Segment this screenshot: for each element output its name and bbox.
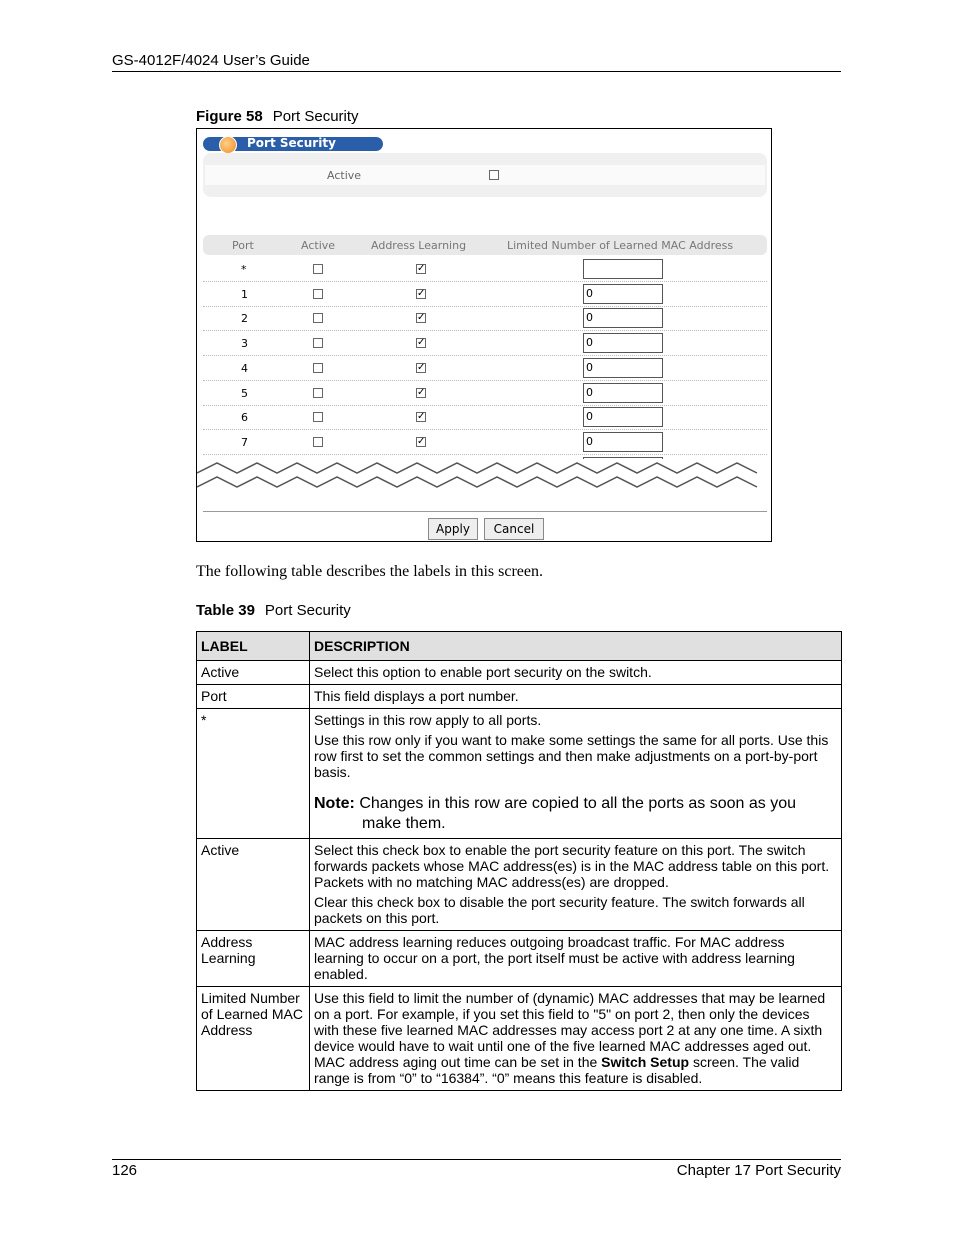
row-label: Active	[197, 661, 310, 685]
intro-text: The following table describes the labels in this screen.	[196, 563, 544, 580]
table-row	[197, 709, 842, 839]
table-title: Port Security	[264, 602, 351, 619]
chapter-title: Chapter 17 Port Security	[676, 1162, 841, 1179]
port-row	[203, 405, 767, 430]
row-label: Address Learning	[197, 931, 310, 987]
row-description	[310, 931, 842, 987]
footer-rule	[112, 1159, 841, 1160]
figure-title: Port Security	[272, 108, 359, 125]
port-number: *	[241, 263, 247, 276]
port-active-checkbox[interactable]	[313, 437, 323, 447]
row-description	[310, 661, 842, 685]
description-paragraph: Use this row only if you want to make some settings the same for all ports. Use this row first to set the common settings and then make adjustments on a port-by-port basis.	[314, 732, 829, 780]
port-learning-checkbox[interactable]: ✓	[417, 361, 426, 373]
port-learning-checkbox[interactable]: ✓	[417, 411, 426, 423]
port-mac-limit-field[interactable]: 0	[583, 432, 663, 452]
table-row	[197, 839, 842, 931]
port-number: 4	[241, 361, 248, 375]
port-learning-checkbox[interactable]: ✓	[417, 386, 426, 398]
description-paragraph: Select this option to enable port security on the switch.	[314, 664, 652, 680]
port-active-checkbox[interactable]	[313, 313, 323, 323]
row-label: Limited Number of Learned MAC Address	[197, 987, 310, 1091]
port-learning-checkbox[interactable]: ✓	[417, 312, 426, 324]
header-description: DESCRIPTION	[310, 632, 842, 661]
button-separator	[203, 511, 767, 512]
table-row	[197, 661, 842, 685]
description-paragraph: Select this check box to enable the port security feature on this port. The switch forwards packets whose MAC address(es) is in the MAC address table on this port. Packets with no matching MAC address(es) are dropped.	[314, 842, 830, 890]
row-label: *	[197, 709, 310, 839]
port-row	[203, 430, 767, 455]
note	[314, 794, 837, 834]
port-row	[203, 257, 767, 282]
table-row	[197, 685, 842, 709]
apply-button[interactable]: Apply	[428, 518, 478, 540]
port-learning-checkbox[interactable]: ✓	[417, 435, 426, 447]
port-mac-limit-field[interactable]	[583, 259, 663, 279]
global-active-checkbox[interactable]	[489, 170, 499, 180]
description-paragraph: Clear this check box to disable the port security feature. The switch forwards all packets on this port.	[314, 894, 805, 926]
port-mac-limit-field[interactable]: 0	[583, 333, 663, 353]
port-mac-limit-field[interactable]: 0	[583, 383, 663, 403]
port-mac-limit-field[interactable]: 0	[583, 358, 663, 378]
note-text: Changes in this row are copied to all the ports as soon as you make them.	[354, 795, 797, 832]
table-row	[197, 931, 842, 987]
page-number: 126	[112, 1162, 138, 1179]
global-active-label: Active	[327, 169, 362, 182]
port-number: 2	[241, 312, 248, 326]
port-active-checkbox[interactable]	[313, 412, 323, 422]
port-learning-checkbox[interactable]: ✓	[417, 263, 426, 274]
header-label: LABEL	[197, 632, 310, 661]
screen-title-bar	[203, 137, 383, 151]
port-security-screenshot	[196, 128, 772, 542]
table-row	[197, 987, 842, 1091]
header-rule	[112, 71, 841, 72]
row-description	[310, 709, 842, 839]
port-mac-limit-field[interactable]: 0	[583, 407, 663, 427]
port-number: 7	[241, 435, 248, 449]
screen-title: Port Security	[247, 136, 336, 150]
description-paragraph: MAC address learning reduces outgoing broadcast traffic. For MAC address learning to occur on a port, the port itself must be active with address learning enabled.	[314, 934, 795, 982]
port-row	[203, 306, 767, 331]
port-row	[203, 356, 767, 381]
port-active-checkbox[interactable]	[313, 338, 323, 348]
cancel-button[interactable]: Cancel	[484, 518, 544, 540]
port-row	[203, 331, 767, 356]
port-mac-limit-field[interactable]: 0	[583, 308, 663, 328]
row-description	[310, 987, 842, 1091]
port-number: 5	[241, 386, 248, 400]
title-bullet-icon	[219, 136, 237, 154]
col-active: Active	[301, 239, 336, 252]
port-active-checkbox[interactable]	[313, 388, 323, 398]
truncation-zigzag	[197, 459, 772, 509]
port-number: 6	[241, 411, 248, 425]
port-mac-limit-field[interactable]: 0	[583, 284, 663, 304]
description-paragraph	[314, 990, 837, 1086]
port-row	[203, 381, 767, 406]
label-description-table	[196, 631, 842, 1091]
global-active-panel	[203, 153, 767, 197]
running-header: GS-4012F/4024 User’s Guide	[112, 52, 310, 69]
col-port: Port	[232, 239, 254, 252]
port-learning-checkbox[interactable]: ✓	[417, 337, 426, 349]
switch-setup-reference: Switch Setup	[601, 1054, 690, 1070]
figure-caption	[196, 108, 359, 125]
row-description	[310, 685, 842, 709]
row-label: Port	[197, 685, 310, 709]
port-active-checkbox[interactable]	[313, 264, 323, 274]
row-description	[310, 839, 842, 931]
table-number: Table 39	[196, 602, 255, 619]
port-active-checkbox[interactable]	[313, 363, 323, 373]
note-label: Note:	[314, 795, 355, 812]
description-paragraph: This field displays a port number.	[314, 688, 519, 704]
table-header-row	[197, 632, 842, 661]
port-active-checkbox[interactable]	[313, 289, 323, 299]
description-text: screen. The valid range is from “0” to “16384”. “0” means this feature is disabled.	[314, 1054, 800, 1086]
figure-number: Figure 58	[196, 108, 263, 125]
row-label: Active	[197, 839, 310, 931]
port-number: 1	[241, 287, 248, 301]
port-learning-checkbox[interactable]: ✓	[417, 287, 426, 299]
port-row	[203, 282, 767, 307]
port-number: 3	[241, 337, 248, 351]
col-address-learning: Address Learning	[371, 239, 467, 252]
table-caption	[196, 602, 351, 619]
description-paragraph: Settings in this row apply to all ports.	[314, 712, 542, 728]
description-text: Use this field to limit the number of (dynamic) MAC addresses that may be learned on a port. For example, if you set this field to "5" on port 2, then only the devices with these five learned MAC addresses may access port 2 at any one time. A sixth device would have to wait until one of the five learned MAC addresses aged out. MAC address aging out time can be set in the	[314, 990, 826, 1070]
col-limited-mac: Limited Number of Learned MAC Address	[507, 239, 734, 252]
